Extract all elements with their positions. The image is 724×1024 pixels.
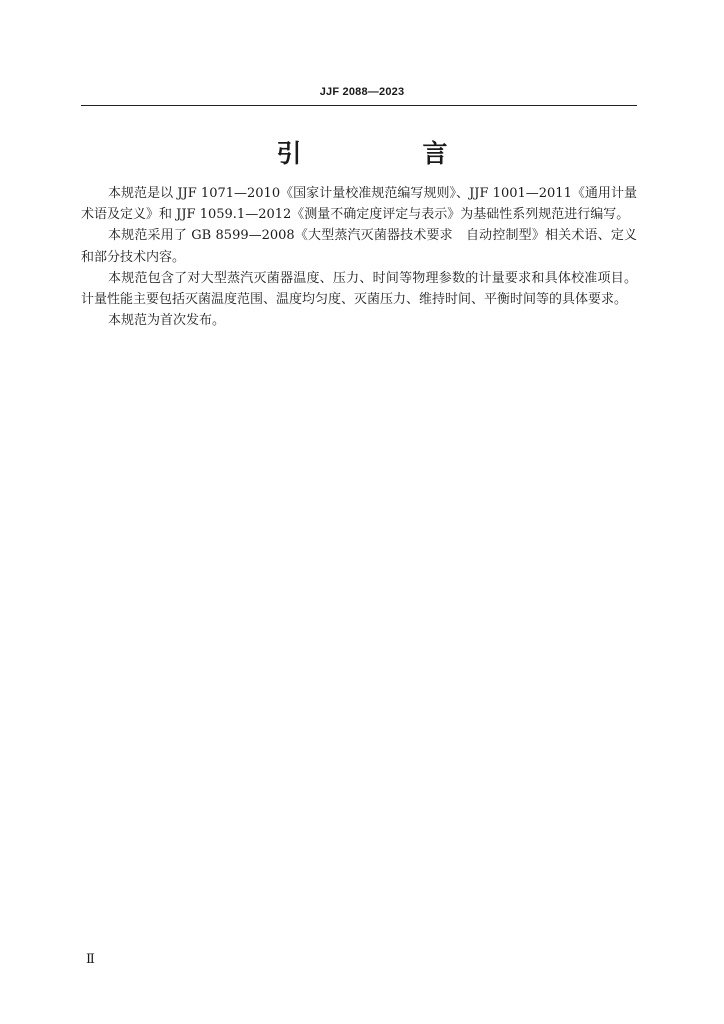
page-title: 引 言 [276, 139, 496, 168]
page-number: Ⅱ [86, 952, 95, 967]
paragraph-scope: 本规范包含了对大型蒸汽灭菌器温度、压力、时间等物理参数的计量要求和具体校准项目。计量性能主要包括灭菌温度范围、温度均匀度、灭菌压力、维持时间、平衡时间等的具体要求。 [81, 270, 637, 308]
body-text [81, 183, 637, 331]
standard-code-header: JJF 2088—2023 [319, 86, 405, 98]
paragraph-basis: 本规范是以 JJF 1071—2010《国家计量校准规范编写规则》、JJF 1001—2011《通用计量术语及定义》和 JJF 1059.1—2012《测量不确定度评定与表示》为基础性系列规范进行编写。 [81, 186, 637, 223]
paragraph-first-release: 本规范为首次发布。 [108, 313, 226, 329]
header-divider [81, 105, 637, 106]
paragraph-adopted-standard: 本规范采用了 GB 8599—2008《大型蒸汽灭菌器技术要求 自动控制型》相关术语、定义和部分技术内容。 [81, 228, 637, 265]
